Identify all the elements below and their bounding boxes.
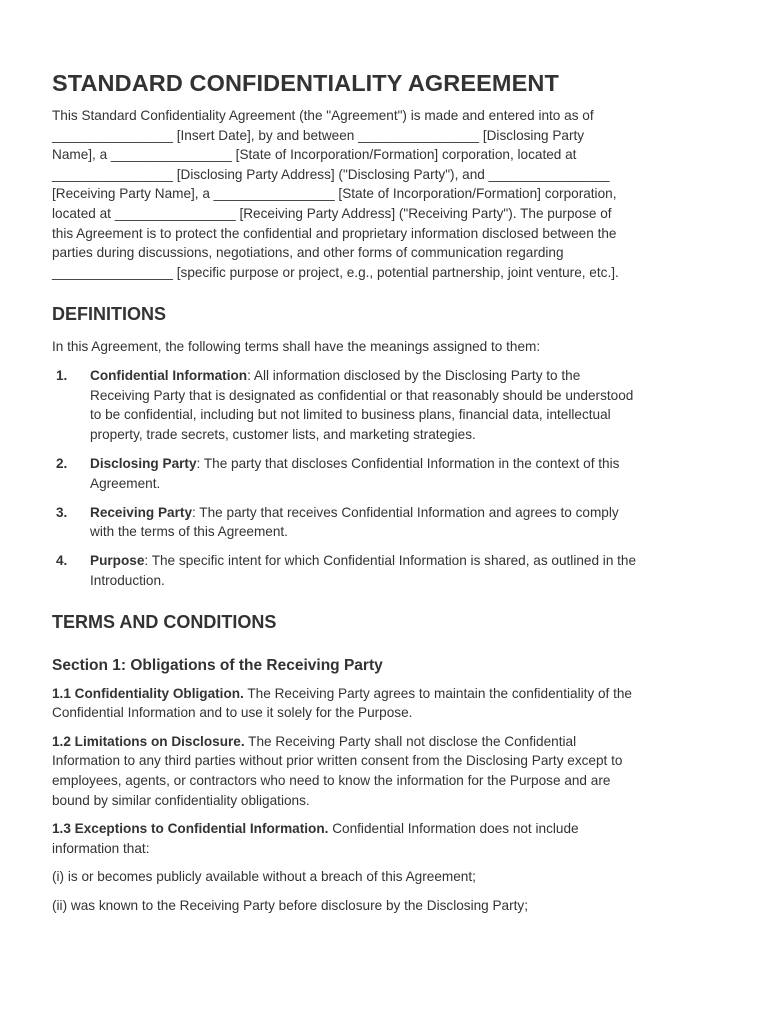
intro-line: Name], a ________________ [State of Incorporation/Formation] corporation, located at xyxy=(52,147,577,163)
definition-item xyxy=(52,454,718,493)
intro-line: this Agreement is to protect the confidential and proprietary information disclosed between the xyxy=(52,225,617,241)
document-title: STANDARD CONFIDENTIALITY AGREEMENT xyxy=(52,70,559,96)
definition-text: property, trade secrets, customer lists, and marketing strategies. xyxy=(90,426,476,442)
definition-item xyxy=(52,551,718,590)
intro-line: [Receiving Party Name], a ________________ [State of Incorporation/Formation] corporation, xyxy=(52,186,617,202)
definition-text: to be confidential, including but not limited to business plans, financial data, intellectual xyxy=(90,407,611,423)
clause-heading: 1.1 Confidentiality Obligation. xyxy=(52,685,244,701)
section-1-heading: Section 1: Obligations of the Receiving Party xyxy=(52,656,383,674)
definition-text: Agreement. xyxy=(90,475,161,491)
definitions-lead: In this Agreement, the following terms shall have the meanings assigned to them: xyxy=(52,339,541,355)
intro-line: ________________ [Insert Date], by and between ________________ [Disclosing Party xyxy=(52,127,585,143)
definitions-heading: DEFINITIONS xyxy=(52,304,167,325)
definition-term: Confidential Information xyxy=(90,367,248,383)
definition-number: 3. xyxy=(56,504,68,520)
definition-text: : The party that receives Confidential Information and agrees to comply xyxy=(192,504,619,520)
definition-term: Receiving Party xyxy=(90,504,192,520)
definition-text: Receiving Party that is designated as confidential or that reasonably should be understood xyxy=(90,387,634,403)
definition-text: Introduction. xyxy=(90,573,165,589)
definition-text: : The specific intent for which Confidential Information is shared, as outlined in the xyxy=(144,553,637,569)
intro-line: located at ________________ [Receiving Party Address] ("Receiving Party"). The purpose of xyxy=(52,205,612,221)
clause-heading: 1.3 Exceptions to Confidential Information. xyxy=(52,821,329,837)
intro-line: parties during discussions, negotiations, and other forms of communication regarding xyxy=(52,245,564,261)
exception-i: (i) is or becomes publicly available without a breach of this Agreement; xyxy=(52,869,476,885)
definition-item xyxy=(52,366,718,444)
exception-ii: (ii) was known to the Receiving Party before disclosure by the Disclosing Party; xyxy=(52,898,528,913)
definition-number: 4. xyxy=(56,553,68,569)
definition-term: Disclosing Party xyxy=(90,455,197,471)
definition-number: 2. xyxy=(56,455,68,471)
terms-heading: TERMS AND CONDITIONS xyxy=(52,611,277,632)
clause-text: Confidential Information and to use it solely for the Purpose. xyxy=(52,705,413,721)
clause-text: Confidential Information does not include xyxy=(328,821,579,837)
clause-1-3 xyxy=(52,819,718,858)
definition-text: : The party that discloses Confidential Information in the context of this xyxy=(196,455,620,471)
intro-line: This Standard Confidentiality Agreement (the "Agreement") is made and entered into as of xyxy=(52,108,594,123)
clause-heading: 1.2 Limitations on Disclosure. xyxy=(52,733,245,749)
intro-line: ________________ [Disclosing Party Address] ("Disclosing Party"), and ________________ xyxy=(52,166,610,182)
definitions-list xyxy=(52,366,718,591)
clause-text: bound by similar confidentiality obligations. xyxy=(52,792,310,808)
clause-1-1 xyxy=(52,684,718,723)
clause-text: information that: xyxy=(52,840,150,856)
clause-text: Information to any third parties without prior written consent from the Disclosing Party except to xyxy=(52,753,623,769)
definition-number: 1. xyxy=(56,367,68,383)
definition-text: : All information disclosed by the Disclosing Party to the xyxy=(247,367,581,383)
definition-item xyxy=(52,503,718,542)
clause-text: employees, agents, or contractors who need to know the information for the Purpose and are xyxy=(52,773,611,789)
clause-text: The Receiving Party agrees to maintain the confidentiality of the xyxy=(243,685,632,701)
definition-text: with the terms of this Agreement. xyxy=(90,524,288,540)
clause-1-2 xyxy=(52,732,718,810)
intro-paragraph xyxy=(52,106,718,282)
clause-text: The Receiving Party shall not disclose the Confidential xyxy=(244,733,577,749)
definition-term: Purpose xyxy=(90,553,145,569)
intro-line: ________________ [specific purpose or project, e.g., potential partnership, joint venture, etc.]. xyxy=(52,264,619,280)
